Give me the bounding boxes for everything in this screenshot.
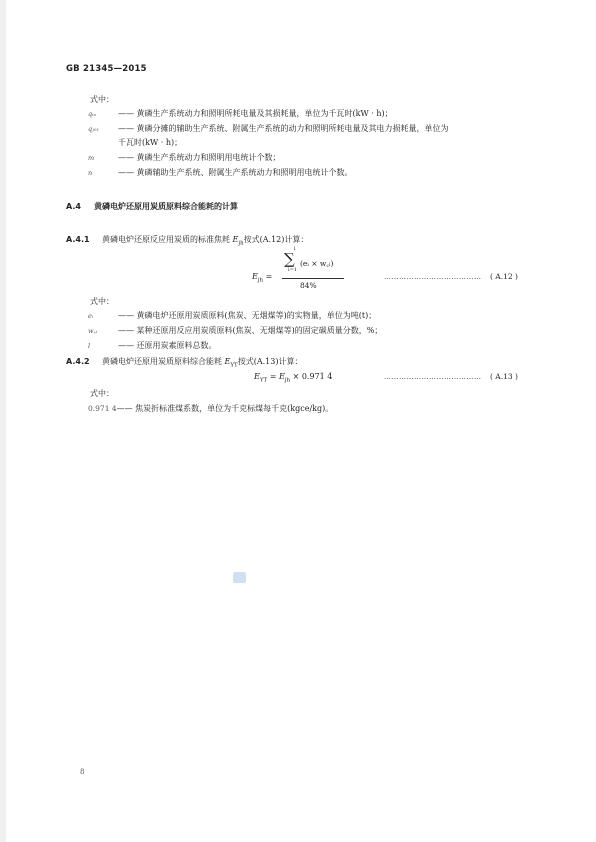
clause-text-after: 按式(A.13)计算： xyxy=(237,357,303,366)
legend-symbol: qᵢₐ xyxy=(88,110,96,118)
formula-lhs-sub: jh xyxy=(257,277,264,284)
legend-item xyxy=(88,310,376,322)
formula-lhs-symbol: E xyxy=(252,272,258,281)
legend-symbol: n xyxy=(88,169,93,177)
legend-symbol: qⱼ₀₁ xyxy=(88,125,100,133)
section-number: A.4 xyxy=(66,202,81,211)
legend-item xyxy=(88,108,393,120)
legend-symbol: w꜀ᵢ xyxy=(88,327,98,335)
clause-number: A.4.1 xyxy=(66,235,90,244)
clause-symbol-sub: YT xyxy=(230,362,238,369)
clause-number: A.4.2 xyxy=(66,357,90,366)
legend-item xyxy=(88,167,353,179)
legend-symbol: eᵢ xyxy=(88,312,94,320)
formula-rhs-sub: jh xyxy=(284,377,291,384)
legend-text: —— 黄磷生产系统动力和照明用电统计个数； xyxy=(118,153,281,162)
legend-text: —— 黄磷生产系统动力和照明所耗电量及其损耗量，单位为千瓦时(kW · h)； xyxy=(118,109,393,118)
formula-lhs-symbol: E xyxy=(254,372,260,381)
standard-number: GB 21345—2015 xyxy=(66,64,147,74)
formula-denominator: 84% xyxy=(300,281,317,290)
page-edge xyxy=(0,0,6,842)
leader-dots: ………………………………… xyxy=(384,373,482,381)
watermark-logo xyxy=(233,572,246,583)
legend-item xyxy=(88,403,333,415)
formula-factor: × 0.971 4 xyxy=(292,372,333,381)
section-heading xyxy=(66,201,238,212)
formula-rhs-symbol: E xyxy=(278,372,285,381)
legend-symbol: m xyxy=(88,154,95,162)
legend-item xyxy=(88,152,281,164)
clause-text: 黄磷电炉还原反应用炭质的标准焦耗 xyxy=(102,235,233,244)
leader-dots: ………………………………… xyxy=(384,273,482,281)
legend-text: —— 焦炭折标准煤系数，单位为千克标煤每千克(kgce/kg)。 xyxy=(116,404,334,413)
clause-a-4-1 xyxy=(66,234,308,247)
legend-title: 式中： xyxy=(90,95,114,104)
legend-symbol: 0.971 4 xyxy=(88,404,117,413)
fraction-bar xyxy=(282,278,344,279)
legend-text: —— 还原用炭素原料总数。 xyxy=(118,341,217,350)
legend-text: —— 黄磷电炉还原用炭质原料(焦炭、无烟煤等)的实物量，单位为吨(t)； xyxy=(118,311,377,320)
page-number: 8 xyxy=(80,768,85,776)
formula-a-13: $E_{YT} = E_{jh} \times 0.971$ 4 xyxy=(254,372,333,384)
legend-item xyxy=(88,340,217,352)
clause-text-after: 按式(A.12)计算： xyxy=(243,235,309,244)
formula-numerator: (eᵢ × w꜀ᵢ) xyxy=(300,259,334,268)
legend-title: 式中： xyxy=(90,389,114,398)
legend-text: —— 某种还原用反应用炭质原料(焦炭、无烟煤等)的固定碳质量分数，%； xyxy=(118,326,383,335)
clause-a-4-2 xyxy=(66,356,302,369)
sum-lower-limit: i=1 xyxy=(288,267,297,273)
clause-symbol-sub: jh xyxy=(238,240,244,247)
legend-item xyxy=(88,325,382,337)
equation-number: ( A.13 ) xyxy=(490,372,518,381)
legend-text-continuation: 千瓦时(kW · h)； xyxy=(118,138,183,147)
sum-upper-limit: l xyxy=(294,246,296,252)
clause-text: 黄磷电炉还原用炭质原料综合能耗 xyxy=(102,357,225,366)
legend-symbol: l xyxy=(88,342,91,350)
legend-text: —— 黄磷辅助生产系统、附属生产系统动力和照明用电统计个数。 xyxy=(118,168,353,177)
clause-symbol: E xyxy=(224,357,231,366)
legend-text: —— 黄磷分摊的辅助生产系统、附属生产系统的动力和照明所耗电量及其电力损耗量，单位为 xyxy=(118,124,449,133)
formula-lhs: $E_{jh}$ = xyxy=(252,272,273,284)
sum-sign: ∑ xyxy=(284,250,295,268)
equation-number: ( A.12 ) xyxy=(490,272,518,281)
clause-symbol: E xyxy=(232,235,239,244)
legend-item xyxy=(88,123,449,135)
formula-lhs-sub: YT xyxy=(259,377,268,384)
section-title: 黄磷电炉还原用炭质原料综合能耗的计算 xyxy=(94,202,238,211)
legend-title: 式中： xyxy=(90,297,114,306)
